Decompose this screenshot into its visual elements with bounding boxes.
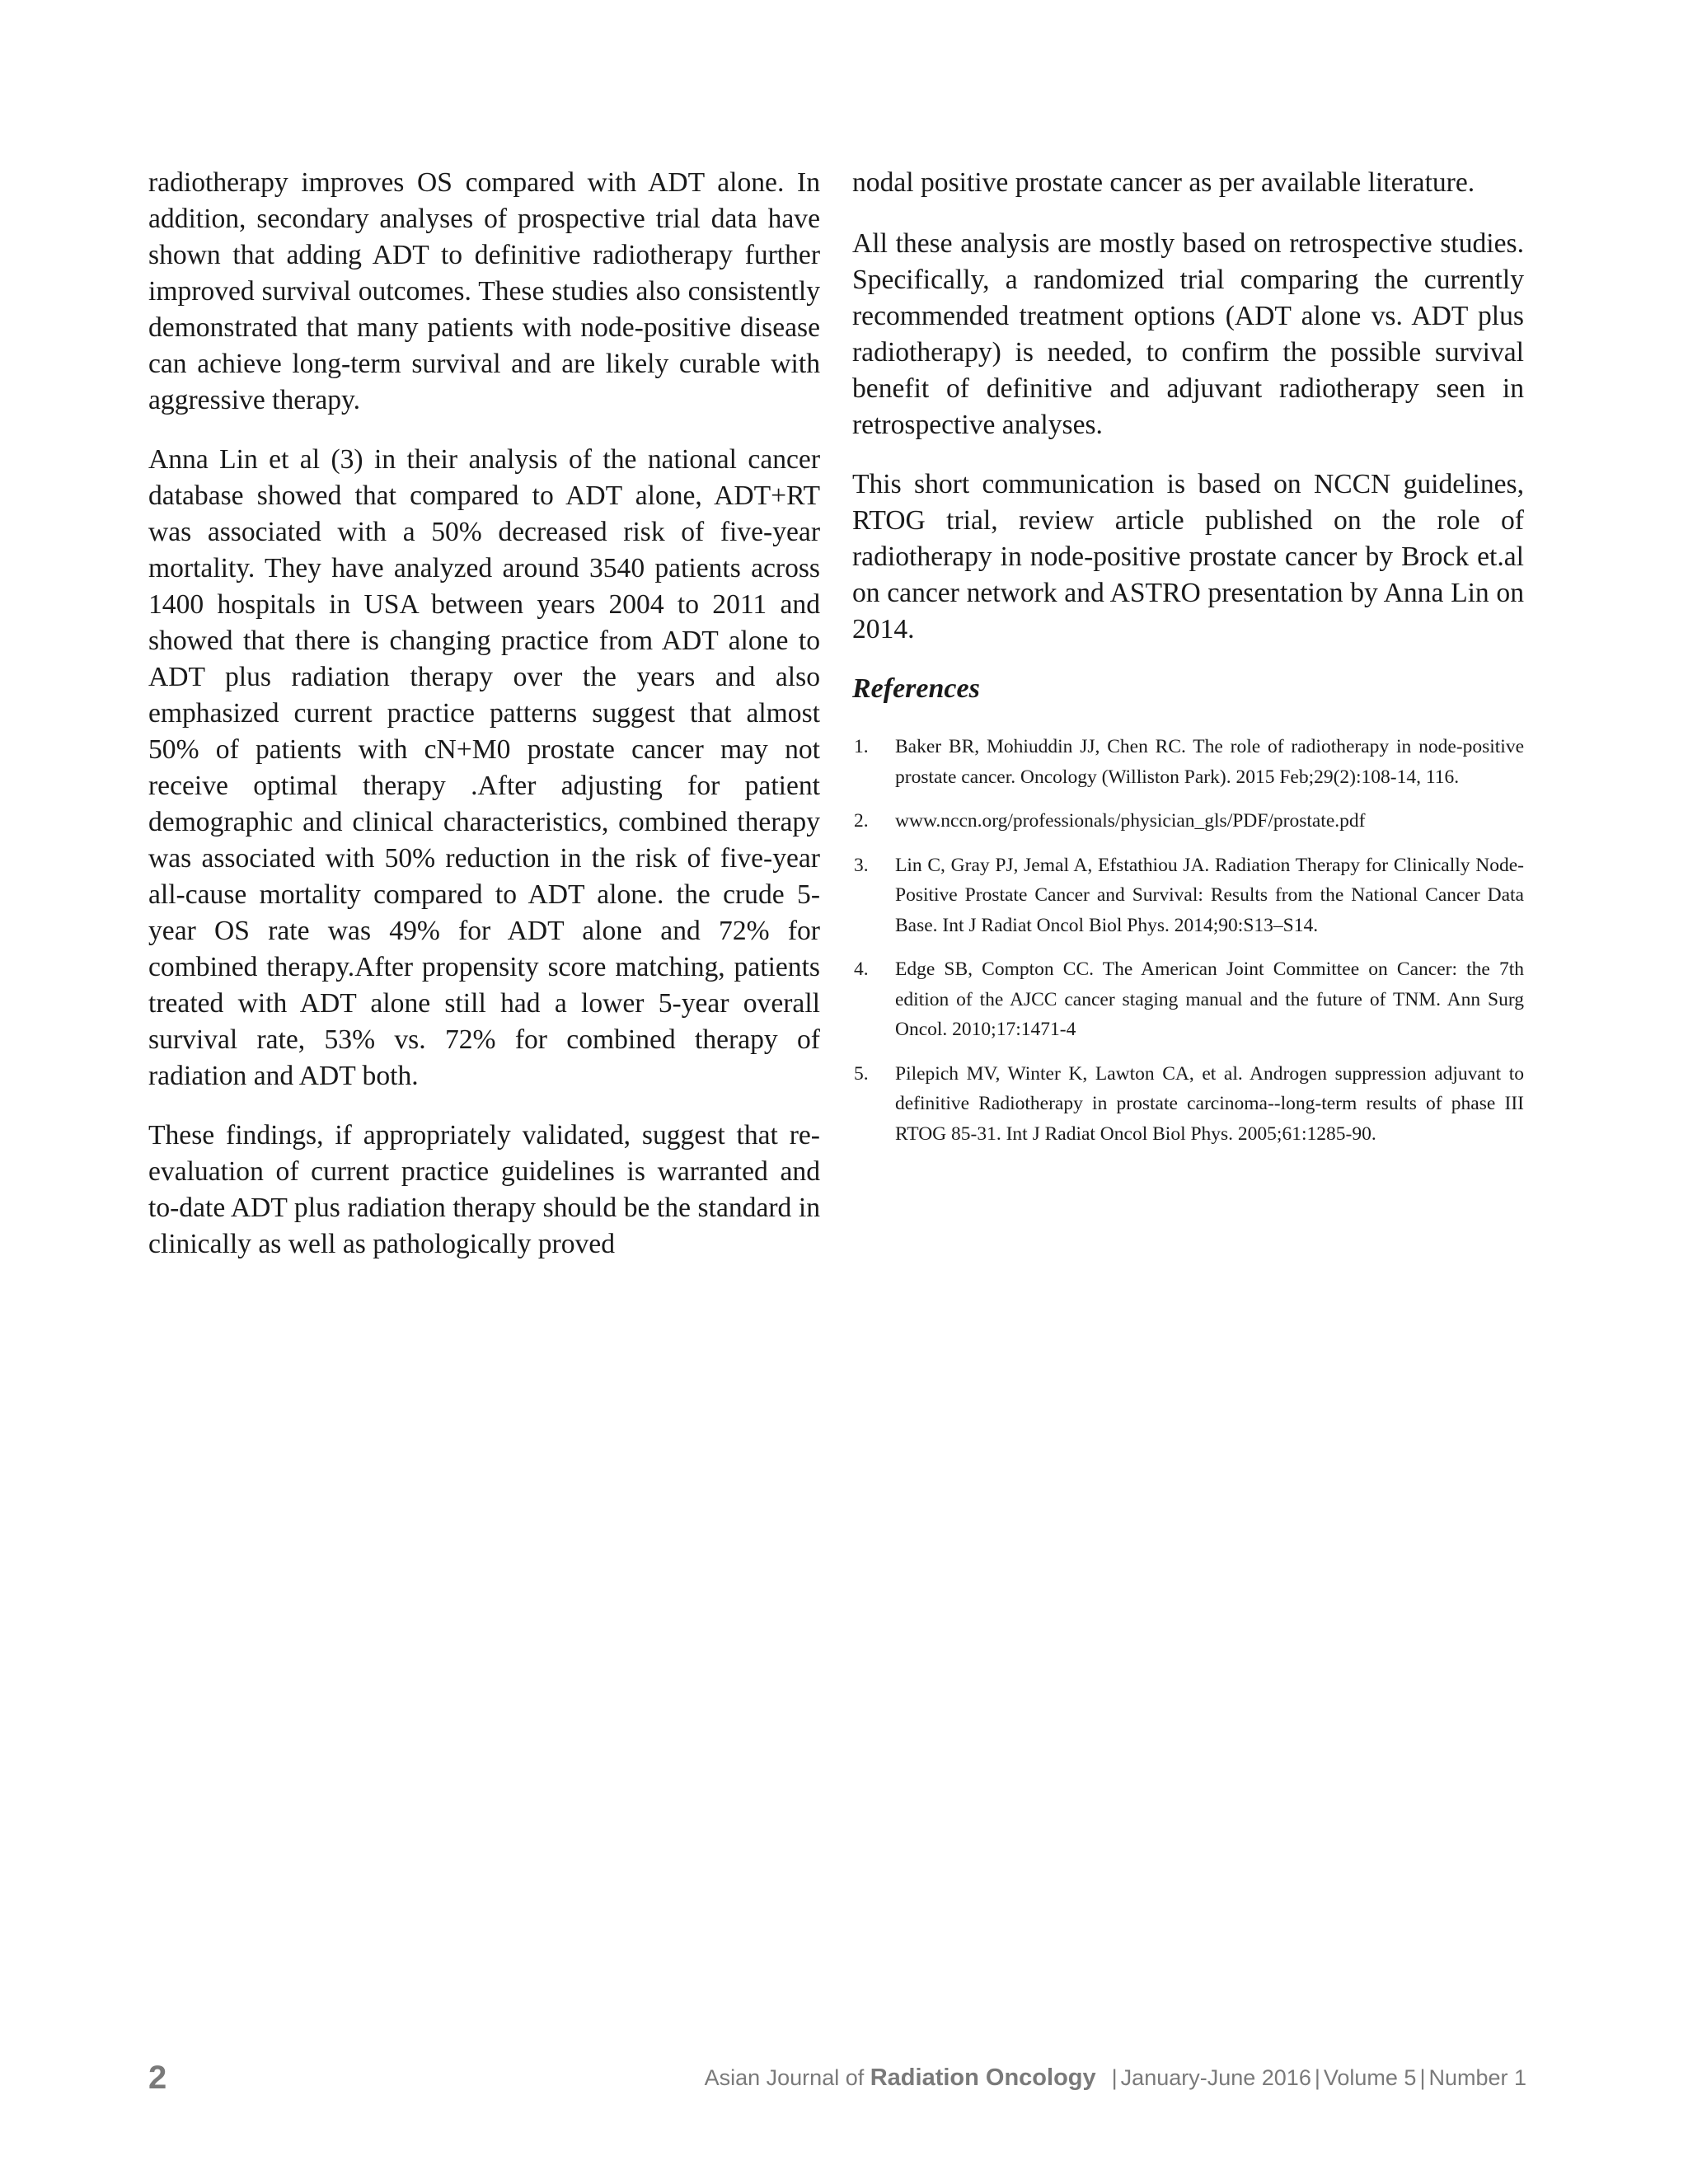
journal-citation-line — [705, 2060, 1526, 2095]
footer-separator: | — [1111, 2065, 1118, 2090]
reference-item — [852, 806, 1524, 837]
right-column — [852, 165, 1524, 1163]
footer-separator: | — [1314, 2065, 1320, 2090]
page-number: 2 — [148, 2060, 167, 2096]
body-paragraph: All these analysis are mostly based on retrospective studies. Specifically, a randomized trial comparing the currently recommended treatment options (ADT alone vs. ADT plus radiotherapy) is needed, to confirm the possible survival benefit of definitive and adjuvant radiotherapy seen in retrospective analyses. — [852, 228, 1524, 440]
reference-text: Baker BR, Mohiuddin JJ, Chen RC. The role of radiotherapy in node-positive prostate cancer. Oncology (Williston Park). 2015 Feb;29(2):108-14, 116. — [895, 736, 1524, 788]
volume: Volume 5 — [1323, 2065, 1417, 2090]
references-list — [852, 732, 1524, 1149]
reference-link[interactable]: www.nccn.org/professionals/physician_gls/PDF/prostate.pdf — [895, 810, 1366, 832]
left-column — [148, 165, 820, 1286]
journal-prefix: Asian Journal of — [704, 2065, 870, 2090]
body-paragraph: Anna Lin et al (3) in their analysis of the national cancer database showed that compared to ADT alone, ADT+RT was associated with a 50% decreased risk of five-year mortality. They have analyzed around 3540 patients across 1400 hospitals in USA between years 2004 to 2011 and showed that there is changing practice from ADT alone to ADT plus radiation therapy over the years and also emphasized current practice patterns suggest that almost 50% of patients with cN+M0 prostate cancer may not receive optimal therapy .After adjusting for patient demographic and clinical characteristics, combined therapy was associated with 50% reduction in the risk of five-year all-cause mortality compared to ADT alone. the crude 5-year OS rate was 49% for ADT alone and 72% for combined therapy.After propensity score matching, patients treated with ADT alone still had a lower 5-year overall survival rate, 53% vs. 72% for combined therapy of radiation and ADT both. — [148, 444, 820, 1091]
reference-number: 1. — [854, 736, 869, 757]
reference-item — [852, 1059, 1524, 1150]
footer-separator: | — [1419, 2065, 1426, 2090]
reference-item — [852, 732, 1524, 792]
reference-number: 3. — [854, 854, 869, 876]
issue-date: January-June 2016 — [1120, 2065, 1311, 2090]
body-paragraph: These findings, if appropriately validated, suggest that re-evaluation of current practice guidelines is warranted and to-date ADT plus radiation therapy should be the standard in clinically as well as pathologically proved — [148, 1120, 820, 1259]
reference-number: 2. — [854, 810, 869, 832]
body-paragraph: nodal positive prostate cancer as per available literature. — [852, 167, 1475, 198]
reference-item — [852, 851, 1524, 941]
reference-text: Pilepich MV, Winter K, Lawton CA, et al. Androgen suppression adjuvant to definitive Radiotherapy in prostate carcinoma--long-term results of phase III RTOG 85-31. Int J Radiat Oncol Biol Phys. 2005;61:1285-90. — [895, 1062, 1524, 1145]
page-footer — [0, 2057, 1688, 2098]
reference-item — [852, 954, 1524, 1045]
issue-number: Number 1 — [1428, 2065, 1526, 2090]
reference-text: Lin C, Gray PJ, Jemal A, Efstathiou JA. Radiation Therapy for Clinically Node-Positive Prostate Cancer and Survival: Results from the National Cancer Data Base. Int J Radiat Oncol Biol Phys. 2014;90:S13–S14. — [895, 854, 1524, 936]
journal-name: Radiation Oncology — [870, 2064, 1096, 2091]
references-heading: References — [852, 673, 980, 704]
reference-number: 5. — [854, 1062, 869, 1085]
body-paragraph: This short communication is based on NCCN guidelines, RTOG trial, review article published on the role of radiotherapy in node-positive prostate cancer by Brock et.al on cancer network and ASTRO presentation by Anna Lin on 2014. — [852, 469, 1524, 644]
body-paragraph: radiotherapy improves OS compared with ADT alone. In addition, secondary analyses of prospective trial data have shown that adding ADT to definitive radiotherapy further improved survival outcomes. These studies also consistently demonstrated that many patients with node-positive disease can achieve long-term survival and are likely curable with aggressive therapy. — [148, 167, 820, 415]
reference-number: 4. — [854, 958, 869, 980]
reference-text: Edge SB, Compton CC. The American Joint Committee on Cancer: the 7th edition of the AJCC cancer staging manual and the future of TNM. Ann Surg Oncol. 2010;17:1471-4 — [895, 958, 1524, 1040]
